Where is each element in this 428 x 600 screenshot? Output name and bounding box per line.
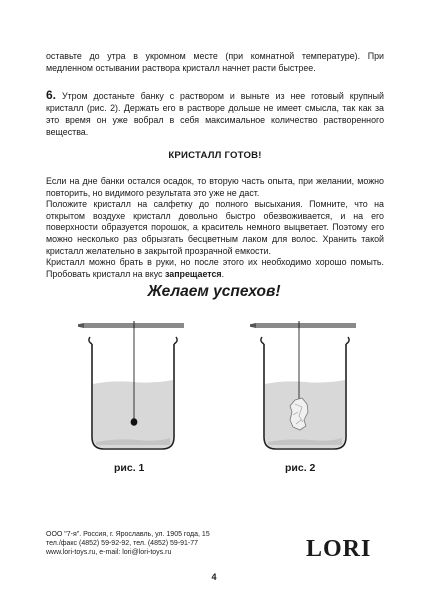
tips-block <box>46 176 384 280</box>
company-phones: тел./факс (4852) 59-92-92, тел. (4852) 59-91-77 <box>46 540 199 547</box>
section-heading: КРИСТАЛЛ ГОТОВ! <box>168 150 262 161</box>
pencil-tip <box>78 323 84 328</box>
company-web: www.lori-toys.ru, e-mail: lori@lori-toys.ru <box>46 549 172 556</box>
wish-title: Желаем успехов! <box>147 283 281 300</box>
grown-crystal <box>290 398 308 430</box>
figure-2-caption: рис. 2 <box>285 462 316 474</box>
lori-logo: LORI <box>306 536 372 562</box>
pencil <box>256 323 356 328</box>
page-number: 4 <box>211 572 217 582</box>
jar-rim-right <box>346 337 349 344</box>
company-address: ООО "7-я". Россия, г. Ярославль, ул. 1905 года, 15 <box>46 531 210 538</box>
tip-paragraph-1: Если на дне банки остался осадок, то вторую часть опыта, при желании, можно повторить, но видимого результата это уже не даст. <box>46 176 384 198</box>
jar-rim-left <box>261 337 264 344</box>
pencil-tip <box>250 323 256 328</box>
company-info <box>46 530 210 557</box>
solution-liquid <box>93 380 173 448</box>
seed-crystal <box>131 418 138 426</box>
forbidden-word: запрещается <box>164 268 222 279</box>
tip-paragraph-2: Положите кристалл на салфетку до полного высыхания. Помните, что на открытом воздухе кристалл довольно быстро обезвоживается, и на его поверхности образуется порошок, а краситель немного выцветает. Поэтому его можно несколько раз обрызгать бесцветным лаком для волос. Хранить такой кристалл желательно в закрытой прозрачной емкости. <box>46 199 384 256</box>
figure-1-jar-illustration <box>78 312 188 457</box>
step-number: 6. <box>46 88 57 102</box>
figure-1-caption: рис. 1 <box>114 462 145 474</box>
jar-rim-left <box>89 337 92 344</box>
intro-paragraph: оставьте до утра в укромном месте (при комнатной температуре). При медленном остывании раствора кристалл начнет расти быстрее. <box>46 51 384 73</box>
tip-paragraph-3-text: Кристалл можно брать в руки, но после этого их необходимо хорошо помыть. Пробовать кристалл на вкус <box>46 257 384 279</box>
step-6-text: Утром достаньте банку с раствором и выньте из нее готовый крупный кристалл (рис. 2). Держать его в растворе дольше не имеет смысла, так как за это время он уже вобрал в себя максимальное количество растворенного вещества. <box>46 91 384 137</box>
tip-paragraph-3 <box>46 257 384 280</box>
jar-rim-right <box>174 337 177 344</box>
tip-paragraph-3-end: . <box>221 268 225 279</box>
step-6-paragraph <box>46 89 384 138</box>
figure-2-jar-illustration <box>250 312 360 457</box>
